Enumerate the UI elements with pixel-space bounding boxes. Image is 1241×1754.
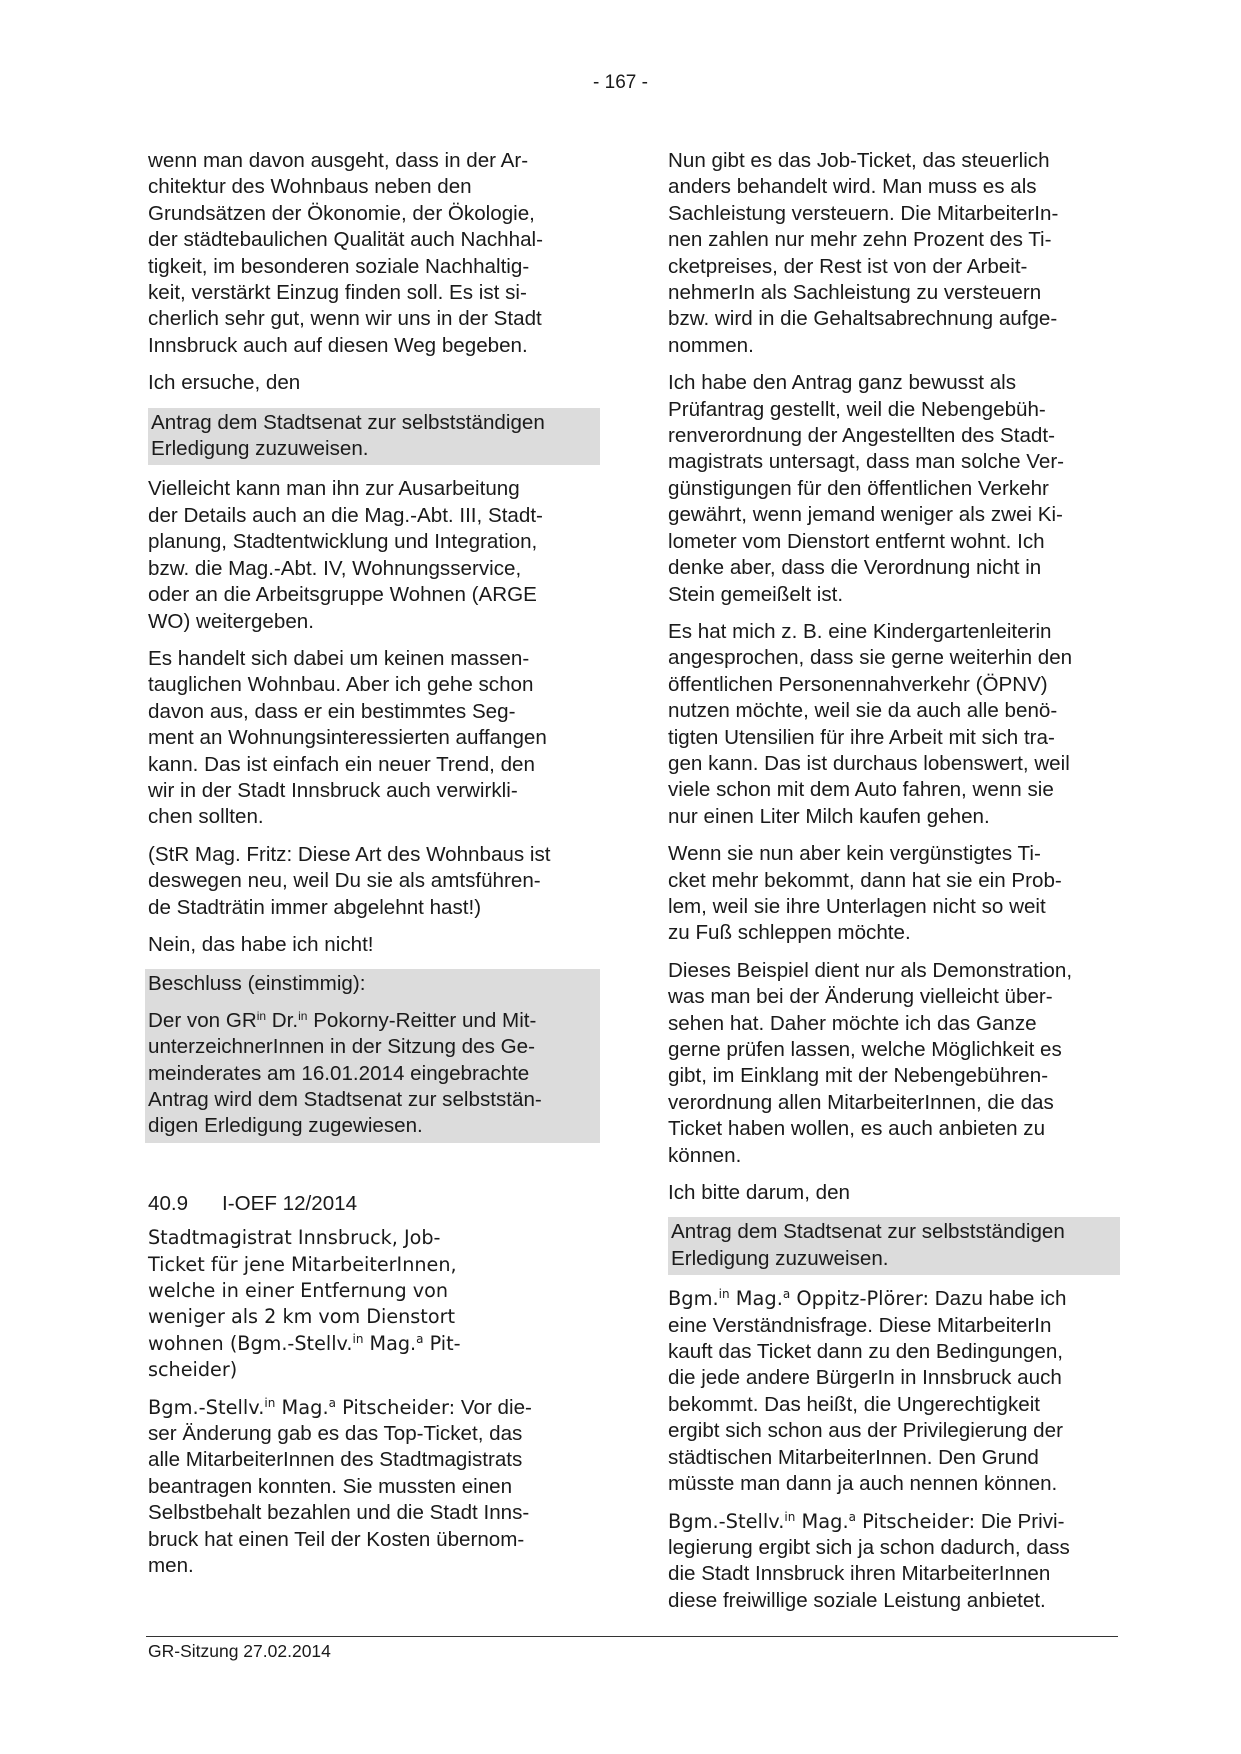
paragraph: wenn man davon ausgeht, dass in der Ar- chitektur des Wohnbaus neben den Grundsätzen der Ökonomie, der Ökologie, der städtebaulichen Qualität auch Nachhal- tigkeit, im besonderen soziale Nachhaltig- keit, verstärkt Einzug finden soll. Es ist si- cherlich sehr gut, wenn wir uns in der Stadt Innsbruck auch auf diesen Weg begeben. [148, 149, 543, 357]
speech-pitscheider: Bgm.-Stellv.$^{in}$ Mag.$^a$ Pitscheider: Vor die- ser Änderung gab es das Top-Ticket, das alle MitarbeiterInnen des Stadtmagistrats beantragen konnten. Sie mussten einen Selbstbehalt bezahlen und die Stadt Inns- bruck hat einen Teil der Kosten übernom- men. [148, 1395, 532, 1578]
paragraph: Wenn sie nun aber kein vergünstigtes Ti- cket mehr bekommt, dann hat sie ein Prob- lem, weil sie ihre Unterlagen nicht so weit zu Fuß schleppen möchte. [668, 842, 1062, 945]
paragraph: Nein, das habe ich nicht! [148, 932, 374, 956]
footer-divider [146, 1636, 1118, 1637]
footer-text: GR-Sitzung 27.02.2014 [148, 1641, 331, 1661]
decision-text: Der von $GR^{in}$ Dr.$^{in}$ Pokorny-Reitter und Mit- unterzeichnerInnen in der Sitzung des Ge- meinderates am 16.01.2014 eingebrachte Antrag wird dem Stadtsenat zur selbststän- digen Erledigung zugewiesen. [148, 1008, 542, 1138]
interjection: (StR Mag. Fritz: Diese Art des Wohnbaus ist deswegen neu, weil Du sie als amtsführen- de Stadträtin immer abgelehnt hast!) [148, 842, 551, 919]
agenda-item-code: I-OEF 12/2014 [222, 1191, 358, 1215]
motion-highlight: Antrag dem Stadtsenat zur selbstständigen Erledigung zuzuweisen. [148, 408, 600, 466]
paragraph: Es handelt sich dabei um keinen massen- tauglichen Wohnbau. Aber ich gehe schon davon aus, dass er ein bestimmtes Seg- ment an Wohnungsinteressierten auffangen kann. Das ist einfach ein neuer Trend, den wir in der Stadt Innsbruck auch verwirkli- chen sollten. [148, 646, 547, 829]
speech-oppitz-ploerer: Bgm.$^{in}$ Mag.$^a$ Oppitz-Plörer: Dazu habe ich eine Verständnisfrage. Diese MitarbeiterIn kauft das Ticket dann zu den Bedingungen, die jede andere BürgerIn in Innsbruck auch bekommt. Das heißt, die Ungerechtigkeit ergibt sich schon aus der Privilegierung der städtischen MitarbeiterInnen. Den Grund müsste man dann ja auch nennen können. [668, 1287, 1067, 1496]
decision-box [145, 969, 600, 1142]
speaker-name: Bgm.-Stellv.$^{in}$ Mag.$^a$ Pitscheider: [148, 1395, 456, 1419]
page-number: - 167 - [593, 72, 648, 93]
paragraph: Ich ersuche, den [148, 371, 301, 395]
agenda-item-title: Stadtmagistrat Innsbruck, Job- Ticket für jene MitarbeiterInnen, welche in einer Entfernung von weniger als 2 km vom Dienstort wohnen (Bgm.-Stellv.$^{in}$ Mag.$^a$ Pit- scheider) [148, 1226, 461, 1382]
speaker-name: Bgm.$^{in}$ Mag.$^a$ Oppitz-Plörer: [668, 1287, 930, 1311]
paragraph: Ich habe den Antrag ganz bewusst als Prüfantrag gestellt, weil die Nebengebüh- renverordnung der Angestellten des Stadt- magistrats untersagt, dass man solche Ver- günstigungen für den öffentlichen Verkehr gewährt, wenn jemand weniger als zwei Ki- lometer vom Dienstort entfernt wohnt. Ich denke aber, dass die Verordnung nicht in Stein gemeißelt ist. [668, 371, 1065, 606]
decision-label: Beschluss (einstimmig): [148, 972, 366, 996]
paragraph: Ich bitte darum, den [668, 1181, 851, 1205]
agenda-item-number: 40.9 [148, 1191, 189, 1215]
left-column [148, 148, 600, 1591]
motion-highlight: Antrag dem Stadtsenat zur selbstständigen Erledigung zuzuweisen. [668, 1217, 1120, 1275]
paragraph: Dieses Beispiel dient nur als Demonstration, was man bei der Änderung vielleicht über- sehen hat. Daher möchte ich das Ganze gerne prüfen lassen, welche Möglichkeit es gibt, im Einklang mit der Nebengebühren- verordnung allen MitarbeiterInnen, die das Ticket haben wollen, es auch anbieten zu können. [668, 958, 1073, 1167]
agenda-item-header [148, 1191, 600, 1217]
paragraph: Vielleicht kann man ihn zur Ausarbeitung der Details auch an die Mag.-Abt. III, Stadt- planung, Stadtentwicklung und Integration, bzw. die Mag.-Abt. IV, Wohnungsservice, oder an die Arbeitsgruppe Wohnen (ARGE WO) weitergeben. [148, 477, 543, 633]
paragraph: Nun gibt es das Job-Ticket, das steuerlich anders behandelt wird. Man muss es als Sachleistung versteuern. Die MitarbeiterIn- nen zahlen nur mehr zehn Prozent des Ti- cketpreises, der Rest ist von der Arbeit- nehmerIn als Sachleistung zu versteuern bzw. wird in die Gehaltsabrechnung aufge- nommen. [668, 149, 1059, 357]
right-column [668, 148, 1120, 1625]
paragraph: Es hat mich z. B. eine Kindergartenleiterin angesprochen, dass sie gerne weiterhin den öffentlichen Personennahverkehr (ÖPNV) nutzen möchte, weil sie da auch alle benö- tigten Utensilien für ihre Arbeit mit sich tra- gen kann. Das ist durchaus lobenswert, weil viele schon mit dem Auto fahren, wenn sie nur einen Liter Milch kaufen gehen. [668, 619, 1073, 828]
speech-pitscheider: Bgm.-Stellv.$^{in}$ Mag.$^a$ Pitscheider: Die Privi- legierung ergibt sich ja schon dadurch, dass die Stadt Innsbruck ihren MitarbeiterInnen diese freiwillige soziale Leistung anbietet. [668, 1509, 1070, 1612]
speaker-name: Bgm.-Stellv.$^{in}$ Mag.$^a$ Pitscheider: [668, 1509, 976, 1533]
